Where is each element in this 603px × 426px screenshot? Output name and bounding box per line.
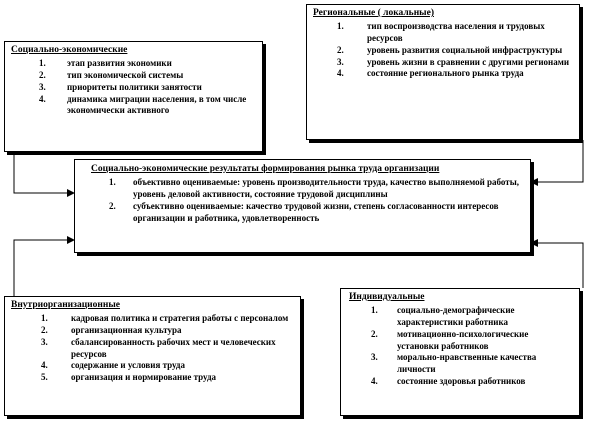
list-item: 2. организационная культура: [41, 324, 182, 335]
list-item: 1. социально-демографические характеристики работника: [371, 304, 515, 327]
list-item: 5. организация и нормирование труда: [41, 372, 217, 383]
arrow-socio-economic-to-central: [14, 152, 74, 193]
list-item: 1. этап развития экономики: [39, 57, 172, 68]
list-item: 1. объективно оцениваемые: уровень производительности труда, качество выполняемой работы, уровень деловой активности, состояние трудовой дисциплины: [109, 176, 519, 199]
intra-org-title: Внутриорганизационные: [11, 300, 120, 310]
individual-factors-box: [340, 288, 580, 416]
intra-org-factors-box: [4, 296, 301, 416]
list-item: 4. состояние регионального рынка труда: [337, 68, 524, 79]
list-item: 3. приоритеты политики занятости: [39, 81, 202, 92]
list-item: 3. уровень жизни в сравнении с другими регионами: [337, 56, 570, 67]
list-item: 3. морально-нравственные качества личности: [371, 352, 537, 375]
list-item: 2. субъективно оцениваемые: качество трудовой жизни, степень согласованности интересов организации и работника, удовлетворенность: [109, 200, 499, 223]
arrow-individual-to-central: [531, 243, 583, 288]
intra-org-list: [41, 313, 294, 384]
socio-economic-title: Социально-экономические: [11, 45, 128, 55]
list-item: 2. тип экономической системы: [39, 69, 184, 80]
regional-list: [337, 21, 573, 80]
regional-title: Региональные ( локальные): [313, 8, 434, 18]
list-item: 2. мотивационно-психологические установки работников: [371, 328, 529, 351]
individual-title: Индивидуальные: [349, 292, 425, 302]
list-item: 4. состояние здоровья работников: [371, 376, 526, 387]
socio-economic-list: [39, 58, 256, 117]
list-item: 4. динамика миграции населения, в том числе экономически активного: [39, 93, 247, 116]
central-title: Социально-экономические результаты формирования рынка труда организации: [91, 164, 440, 174]
arrow-regional-to-central: [531, 140, 583, 182]
central-list: [109, 177, 522, 225]
list-item: 2. уровень развития социальной инфраструктуры: [337, 44, 563, 55]
list-item: 1. кадровая политика и стратегия работы с персоналом: [41, 312, 289, 323]
regional-factors-box: [306, 4, 580, 140]
individual-list: [371, 305, 571, 388]
list-item: 4. содержание и условия труда: [41, 360, 185, 371]
socio-economic-factors-box: [4, 41, 263, 152]
central-results-box: [74, 159, 531, 253]
arrow-intra-org-to-central: [14, 240, 74, 296]
list-item: 3. сбалансированность рабочих мест и человеческих ресурсов: [41, 336, 276, 359]
list-item: 1. тип воспроизводства населения и трудовых ресурсов: [337, 20, 545, 43]
